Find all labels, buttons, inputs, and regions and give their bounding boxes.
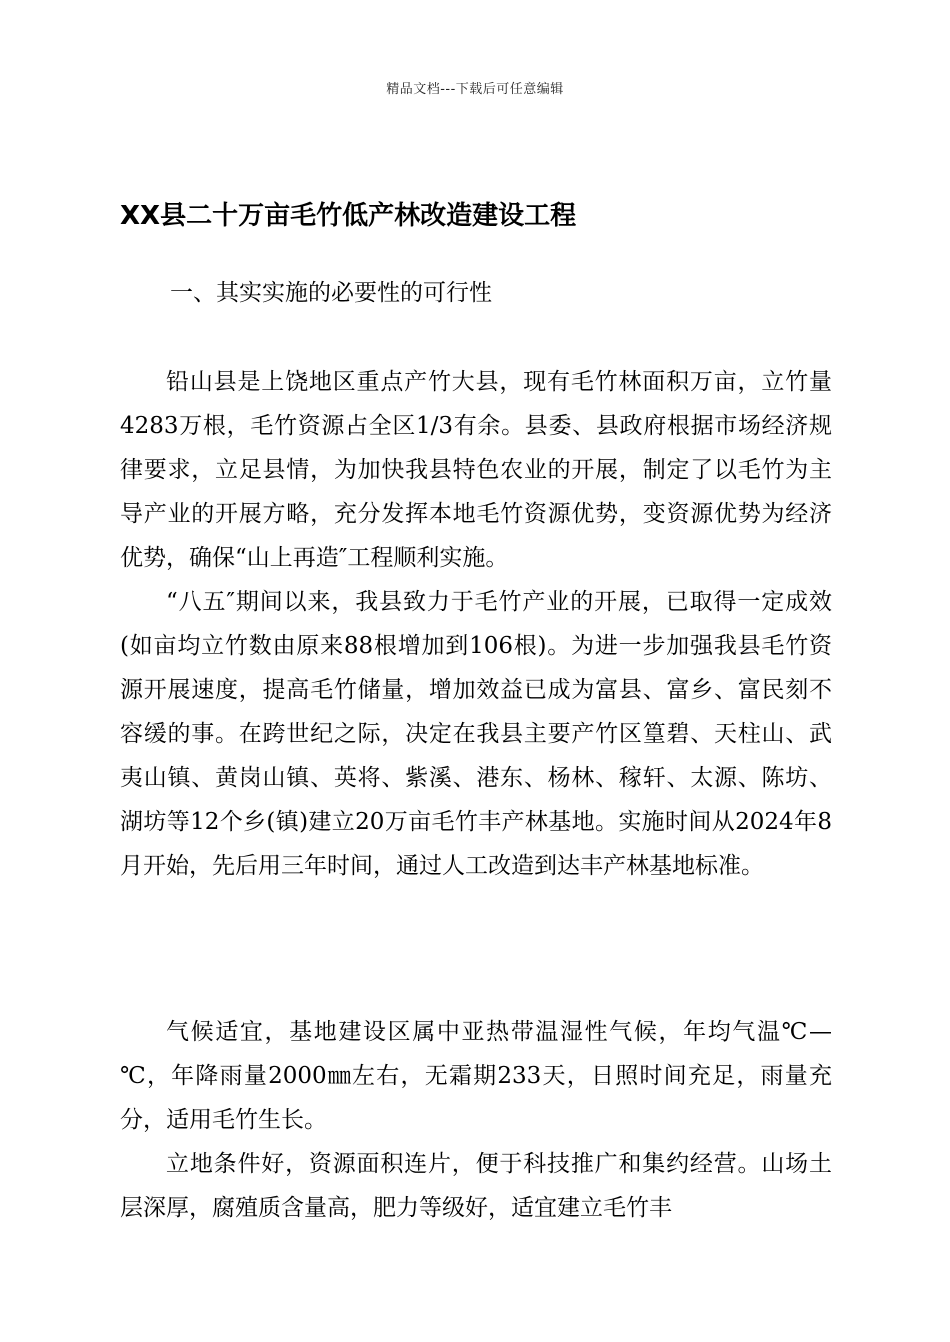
body-text-block-2 [120,1010,832,1230]
paragraph-2: “八五″期间以来，我县致力于毛竹产业的开展，已取得一定成效(如亩均立竹数由原来88根增加到106根)。为进一步加强我县毛竹资源开展速度，提高毛竹储量，增加效益已成为富县、富乡、富民刻不容缓的事。在跨世纪之际，决定在我县主要产竹区篁碧、天柱山、武夷山镇、黄岗山镇、英将、紫溪、港东、杨林、稼轩、太源、陈坊、湖坊等12个乡(镇)建立20万亩毛竹丰产林基地。实施时间从2024年8月开始，先后用三年时间，通过人工改造到达丰产林基地标准。 [120,589,832,879]
body-text-block-1 [120,360,832,888]
paragraph-4: 立地条件好，资源面积连片，便于科技推广和集约经营。山场土层深厚，腐殖质含量高，肥力等级好，适宜建立毛竹丰 [120,1151,832,1221]
paragraph-1: 铅山县是上饶地区重点产竹大县，现有毛竹林面积万亩，立竹量4283万根，毛竹资源占全区1/3有余。县委、县政府根据市场经济规律要求，立足县情，为加快我县特色农业的开展，制定了以毛竹为主导产业的开展方略，充分发挥本地毛竹资源优势，变资源优势为经济优势，确保“山上再造″工程顺利实施。 [120,369,832,571]
section-heading: 一、其实实施的必要性的可行性 [170,280,492,306]
page-header-note: 精品文档---下载后可任意编辑 [386,82,564,97]
paragraph-3: 气候适宜，基地建设区属中亚热带温湿性气候，年均气温℃—℃，年降雨量2000㎜左右，无霜期233天，日照时间充足，雨量充分，适用毛竹生长。 [120,1019,832,1133]
document-title: XX县二十万亩毛竹低产林改造建设工程 [120,201,577,231]
